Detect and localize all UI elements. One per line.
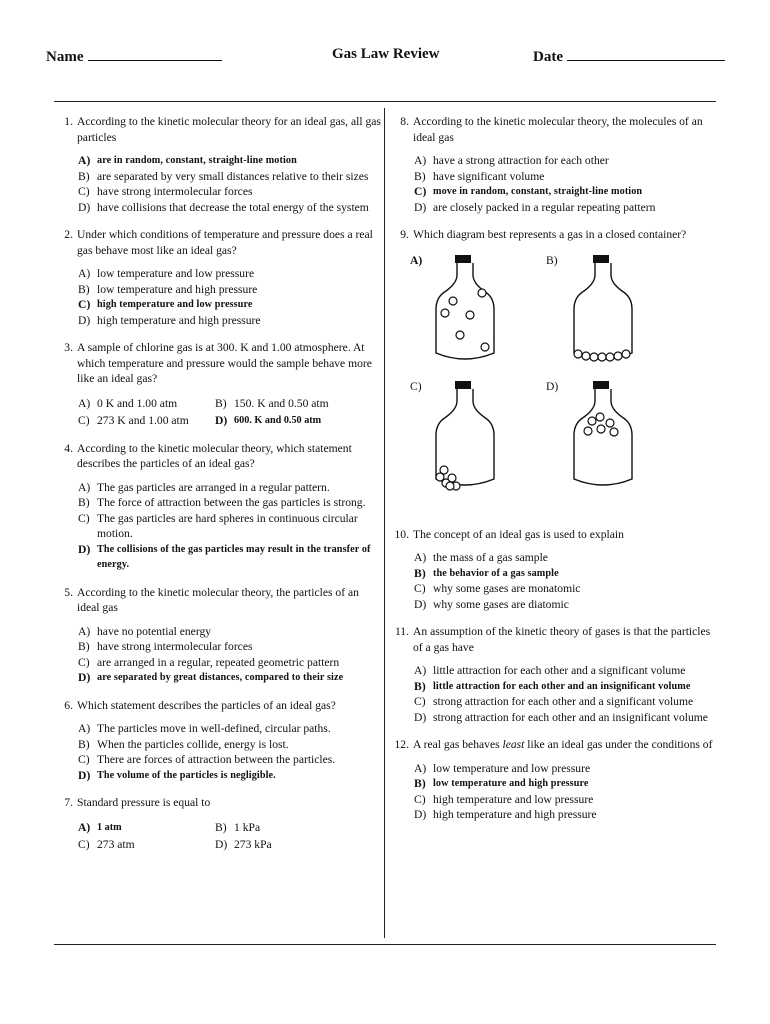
choice-text: 1 kPa: [234, 820, 261, 834]
gas-particle: [610, 428, 618, 436]
date-field[interactable]: [533, 46, 725, 66]
diagram-label-b[interactable]: B): [546, 253, 558, 267]
choice-text: 0 K and 1.00 atm: [97, 396, 178, 410]
question-9: [392, 227, 717, 523]
choice-text: the behavior of a gas sample: [433, 567, 559, 579]
question-number: 2.: [64, 228, 73, 241]
answer-choice-b[interactable]: [215, 395, 352, 412]
choice-text: strong attraction for each other and a significant volume: [433, 695, 694, 708]
choice-letter: C): [414, 695, 426, 708]
answer-choice-a[interactable]: [414, 550, 717, 566]
choice-letter: C): [414, 792, 426, 806]
choice-text: high temperature and low pressure: [97, 299, 253, 310]
page-title: Gas Law Review: [332, 46, 440, 62]
question-number: 7.: [64, 796, 73, 809]
question-text: Which diagram best represents a gas in a closed container?: [413, 228, 687, 241]
choice-text: are in random, constant, straight-line motion: [97, 155, 297, 166]
choice-text: have no potential energy: [97, 624, 212, 638]
answer-choice-d[interactable]: [215, 412, 352, 429]
gas-particle: [590, 353, 598, 361]
choice-text: why some gases are diatomic: [433, 597, 569, 611]
choice-text: are arranged in a regular, repeated geometric pattern: [97, 655, 340, 669]
gas-particle: [622, 350, 630, 358]
answer-choice-d[interactable]: [414, 807, 717, 823]
bottle-b-drawing: [568, 253, 638, 365]
choice-letter: A): [414, 154, 427, 167]
answer-choice-c[interactable]: [414, 184, 717, 200]
choice-letter: A): [78, 624, 91, 638]
answer-choice-d[interactable]: [78, 670, 381, 686]
question-stem: [56, 114, 381, 145]
gas-particle: [614, 352, 622, 360]
answer-choice-a[interactable]: [414, 663, 717, 679]
answer-choice-a[interactable]: [414, 153, 717, 169]
gas-particle: [481, 343, 489, 351]
answer-choice-b[interactable]: [78, 282, 381, 298]
diagram-label-c[interactable]: C): [410, 379, 422, 393]
question-4: [56, 441, 381, 581]
gas-particle: [582, 352, 590, 360]
choice-letter: C): [414, 582, 426, 595]
question-7: [56, 795, 381, 861]
choice-letter: D): [414, 597, 427, 611]
gas-particle: [449, 297, 457, 305]
choice-text: the mass of a gas sample: [433, 551, 548, 564]
choice-letter: B): [414, 679, 426, 693]
gas-particle: [448, 474, 456, 482]
question-stem: [56, 441, 381, 472]
choice-text: low temperature and low pressure: [97, 267, 255, 280]
answer-choice-d[interactable]: [414, 200, 717, 216]
gas-particle: [597, 425, 605, 433]
choice-text: 273 kPa: [234, 837, 272, 851]
choice-letter: B): [414, 566, 426, 580]
emphasis-word: least: [502, 738, 525, 751]
choice-text: The gas particles are hard spheres in continuous circular motion.: [97, 511, 358, 540]
answer-choice-b[interactable]: [78, 169, 381, 185]
choice-row: [78, 836, 381, 853]
column-divider: [384, 108, 385, 938]
choice-text: The particles move in well-defined, circular paths.: [97, 722, 331, 735]
question-1: [56, 114, 381, 223]
gas-particle: [456, 331, 464, 339]
choice-text: are closely packed in a regular repeating pattern: [433, 200, 656, 214]
choice-letter: A): [414, 761, 427, 775]
question-text: According to the kinetic molecular theory, the particles of an ideal gas: [77, 585, 359, 614]
choice-row: [78, 412, 381, 429]
choice-text: have collisions that decrease the total energy of the system: [97, 200, 369, 214]
answer-choice-b[interactable]: [414, 776, 717, 792]
right-column: [392, 110, 717, 831]
gas-particle: [584, 427, 592, 435]
choice-letter: A): [78, 267, 91, 280]
choice-row: [78, 395, 381, 412]
bottle-outline: [574, 389, 632, 485]
question-text: According to the kinetic molecular theory, the molecules of an ideal gas: [413, 115, 703, 144]
choice-letter: C): [78, 511, 90, 525]
choice-text: low temperature and high pressure: [97, 282, 258, 296]
choice-letter: D): [414, 200, 427, 214]
answer-choice-d[interactable]: [215, 836, 352, 853]
choice-text: The collisions of the gas particles may result in the transfer of energy.: [97, 543, 371, 570]
question-text: According to the kinetic molecular theory, which statement describes the particles of an ideal gas?: [77, 441, 352, 470]
question-text: Under which conditions of temperature and pressure does a real gas behave most like an ideal gas?: [77, 228, 373, 257]
diagram-label-a[interactable]: A): [410, 253, 423, 267]
choice-text: are separated by very small distances relative to their sizes: [97, 169, 369, 183]
bottle-diagrams: [392, 253, 717, 515]
question-number: 11.: [394, 625, 409, 638]
choice-letter: D): [78, 671, 91, 684]
question-number: 5.: [64, 585, 73, 599]
bottle-cap: [593, 255, 609, 263]
question-stem: [56, 795, 381, 811]
choice-letter: B): [78, 496, 90, 509]
gas-particle: [440, 466, 448, 474]
question-text: A sample of chlorine gas is at 300. K and 1.00 atmosphere. At which temperature and pressure would the sample behave more like an ideal gas?: [77, 341, 372, 385]
gas-particle: [441, 309, 449, 317]
question-5: [56, 585, 381, 694]
answer-choice-c[interactable]: [78, 184, 381, 200]
choice-text: When the particles collide, energy is lost.: [97, 737, 289, 751]
choice-text: high temperature and low pressure: [433, 792, 594, 806]
question-text: Standard pressure is equal to: [77, 796, 211, 809]
question-8: [392, 114, 717, 223]
choice-letter: B): [78, 282, 90, 296]
choice-letter: D): [414, 710, 427, 724]
choice-text: The force of attraction between the gas particles is strong.: [97, 496, 366, 509]
choice-text: little attraction for each other and a significant volume: [433, 664, 686, 677]
choice-text: 273 K and 1.00 atm: [97, 413, 189, 427]
answer-choice-c[interactable]: [414, 792, 717, 808]
bottle-cap: [455, 381, 471, 389]
question-stem: [392, 527, 717, 543]
choice-text: have a strong attraction for each other: [433, 154, 609, 167]
date-label: Date: [533, 49, 563, 65]
gas-particle: [588, 417, 596, 425]
choice-letter: D): [414, 808, 427, 821]
choice-letter: D): [78, 313, 91, 327]
choice-letter: C): [78, 413, 90, 427]
question-11: [392, 624, 717, 733]
answer-choice-d[interactable]: [78, 200, 381, 216]
answer-choice-a[interactable]: [78, 395, 215, 412]
choice-letter: B): [78, 640, 90, 653]
question-3: [56, 340, 381, 437]
choice-letter: B): [414, 777, 426, 790]
choice-letter: C): [78, 185, 90, 198]
question-stem: [392, 227, 717, 243]
choice-text: are separated by great distances, compared to their size: [97, 672, 344, 683]
answer-choice-a[interactable]: [78, 819, 215, 836]
bottle-c-drawing: [430, 379, 500, 491]
choice-letter: C): [78, 298, 91, 311]
question-stem: [56, 227, 381, 258]
question-number: 4.: [64, 441, 73, 455]
bottle-a-drawing: [430, 253, 500, 365]
gas-particle: [596, 413, 604, 421]
diagram-label-d[interactable]: D): [546, 379, 559, 393]
answer-choice-b[interactable]: [78, 737, 381, 753]
answer-choice-c[interactable]: [78, 655, 381, 671]
choice-letter: B): [414, 169, 426, 183]
answer-choice-c[interactable]: [78, 752, 381, 768]
bottle-cap: [593, 381, 609, 389]
choice-letter: B): [78, 737, 90, 751]
gas-particle: [606, 419, 614, 427]
answer-choice-a[interactable]: [78, 153, 381, 169]
choice-letter: B): [215, 396, 227, 410]
choice-letter: D): [215, 837, 228, 851]
choice-text: high temperature and high pressure: [433, 808, 597, 821]
choice-text: 1 atm: [97, 821, 122, 833]
choice-text: low temperature and high pressure: [433, 778, 589, 789]
answer-choice-b[interactable]: [78, 639, 381, 655]
answer-choice-a[interactable]: [78, 266, 381, 282]
choice-letter: A): [78, 480, 91, 494]
choice-text: The volume of the particles is negligible.: [97, 769, 276, 781]
answer-choice-d[interactable]: [414, 597, 717, 613]
answer-choice-b[interactable]: [78, 495, 381, 511]
question-text: Which statement describes the particles of an ideal gas?: [77, 698, 336, 712]
choice-letter: A): [78, 820, 91, 834]
gas-particle: [466, 311, 474, 319]
choice-text: strong attraction for each other and an insignificant volume: [433, 710, 708, 724]
question-text: The concept of an ideal gas is used to explain: [413, 527, 624, 541]
choice-letter: D): [78, 768, 91, 782]
answer-choice-c[interactable]: [414, 581, 717, 597]
question-text: According to the kinetic molecular theory for an ideal gas, all gas particles: [77, 115, 381, 144]
question-text: A real gas behaves least like an ideal gas under the conditions of: [413, 738, 713, 751]
left-column: [56, 110, 381, 861]
choice-letter: A): [78, 722, 91, 735]
answer-choice-b[interactable]: [215, 819, 352, 836]
answer-choice-b[interactable]: [414, 169, 717, 185]
question-stem: [392, 114, 717, 145]
choice-letter: C): [78, 655, 90, 669]
choice-text: move in random, constant, straight-line motion: [433, 186, 643, 197]
choice-text: The gas particles are arranged in a regular pattern.: [97, 480, 330, 494]
answer-choice-b[interactable]: [414, 566, 717, 582]
choice-text: low temperature and low pressure: [433, 761, 591, 775]
choice-text: have strong intermolecular forces: [97, 185, 253, 198]
name-field[interactable]: [46, 46, 222, 66]
choice-text: little attraction for each other and an insignificant volume: [433, 680, 691, 692]
bottle-d-drawing: [568, 379, 638, 491]
answer-choice-d[interactable]: [78, 768, 381, 784]
answer-choice-d[interactable]: [414, 710, 717, 726]
choice-text: have significant volume: [433, 169, 545, 183]
choice-letter: C): [414, 185, 427, 198]
bottle-cap: [455, 255, 471, 263]
date-blank[interactable]: [567, 46, 725, 61]
gas-particle: [606, 353, 614, 361]
choice-text: 150. K and 0.50 atm: [234, 396, 329, 410]
choice-letter: C): [78, 837, 90, 851]
answer-choice-a[interactable]: [414, 761, 717, 777]
question-2: [56, 227, 381, 336]
question-number: 12.: [394, 738, 409, 751]
gas-particle: [574, 350, 582, 358]
choice-letter: D): [78, 200, 91, 214]
answer-choice-d[interactable]: [78, 542, 381, 573]
answer-choice-a[interactable]: [78, 624, 381, 640]
question-12: [392, 737, 717, 831]
top-divider: [54, 101, 716, 102]
gas-particle: [478, 289, 486, 297]
name-blank[interactable]: [88, 46, 222, 61]
choice-letter: D): [78, 542, 91, 556]
answer-choice-c[interactable]: [78, 297, 381, 313]
question-stem: [56, 698, 381, 714]
answer-choice-c[interactable]: [78, 511, 381, 542]
answer-choice-c[interactable]: [78, 836, 215, 853]
question-number: 9.: [400, 228, 409, 241]
choice-row: [78, 819, 381, 836]
choice-letter: D): [215, 413, 228, 427]
choice-text: 273 atm: [97, 837, 135, 851]
choice-text: There are forces of attraction between the particles.: [97, 753, 336, 766]
choice-text: why some gases are monatomic: [433, 582, 581, 595]
answer-choice-a[interactable]: [78, 480, 381, 496]
choice-letter: C): [78, 753, 90, 766]
bottle-outline: [574, 263, 632, 359]
question-number: 3.: [64, 341, 73, 354]
gas-particle: [446, 482, 454, 490]
choice-letter: B): [78, 169, 90, 183]
answer-choice-b[interactable]: [414, 679, 717, 695]
question-number: 6.: [64, 698, 73, 712]
choice-text: high temperature and high pressure: [97, 313, 261, 327]
question-10: [392, 527, 717, 621]
question-number: 1.: [64, 115, 73, 128]
question-number: 10.: [394, 527, 409, 541]
name-label: Name: [46, 49, 84, 65]
question-text: An assumption of the kinetic theory of gases is that the particles of a gas have: [413, 625, 711, 654]
answer-choice-d[interactable]: [78, 313, 381, 329]
answer-choice-c[interactable]: [78, 412, 215, 429]
choice-letter: A): [78, 154, 91, 167]
gas-particle: [598, 353, 606, 361]
question-6: [56, 698, 381, 792]
answer-choice-c[interactable]: [414, 694, 717, 710]
choice-letter: A): [78, 396, 91, 410]
choice-letter: A): [414, 551, 427, 564]
question-stem: [392, 737, 717, 753]
choice-text: have strong intermolecular forces: [97, 640, 253, 653]
choice-letter: B): [215, 820, 227, 834]
question-stem: [56, 340, 381, 387]
question-stem: [56, 585, 381, 616]
question-number: 8.: [400, 115, 409, 128]
bottom-divider: [54, 944, 716, 945]
choice-letter: A): [414, 664, 427, 677]
choice-text: 600. K and 0.50 atm: [234, 414, 322, 426]
question-stem: [392, 624, 717, 655]
answer-choice-a[interactable]: [78, 721, 381, 737]
